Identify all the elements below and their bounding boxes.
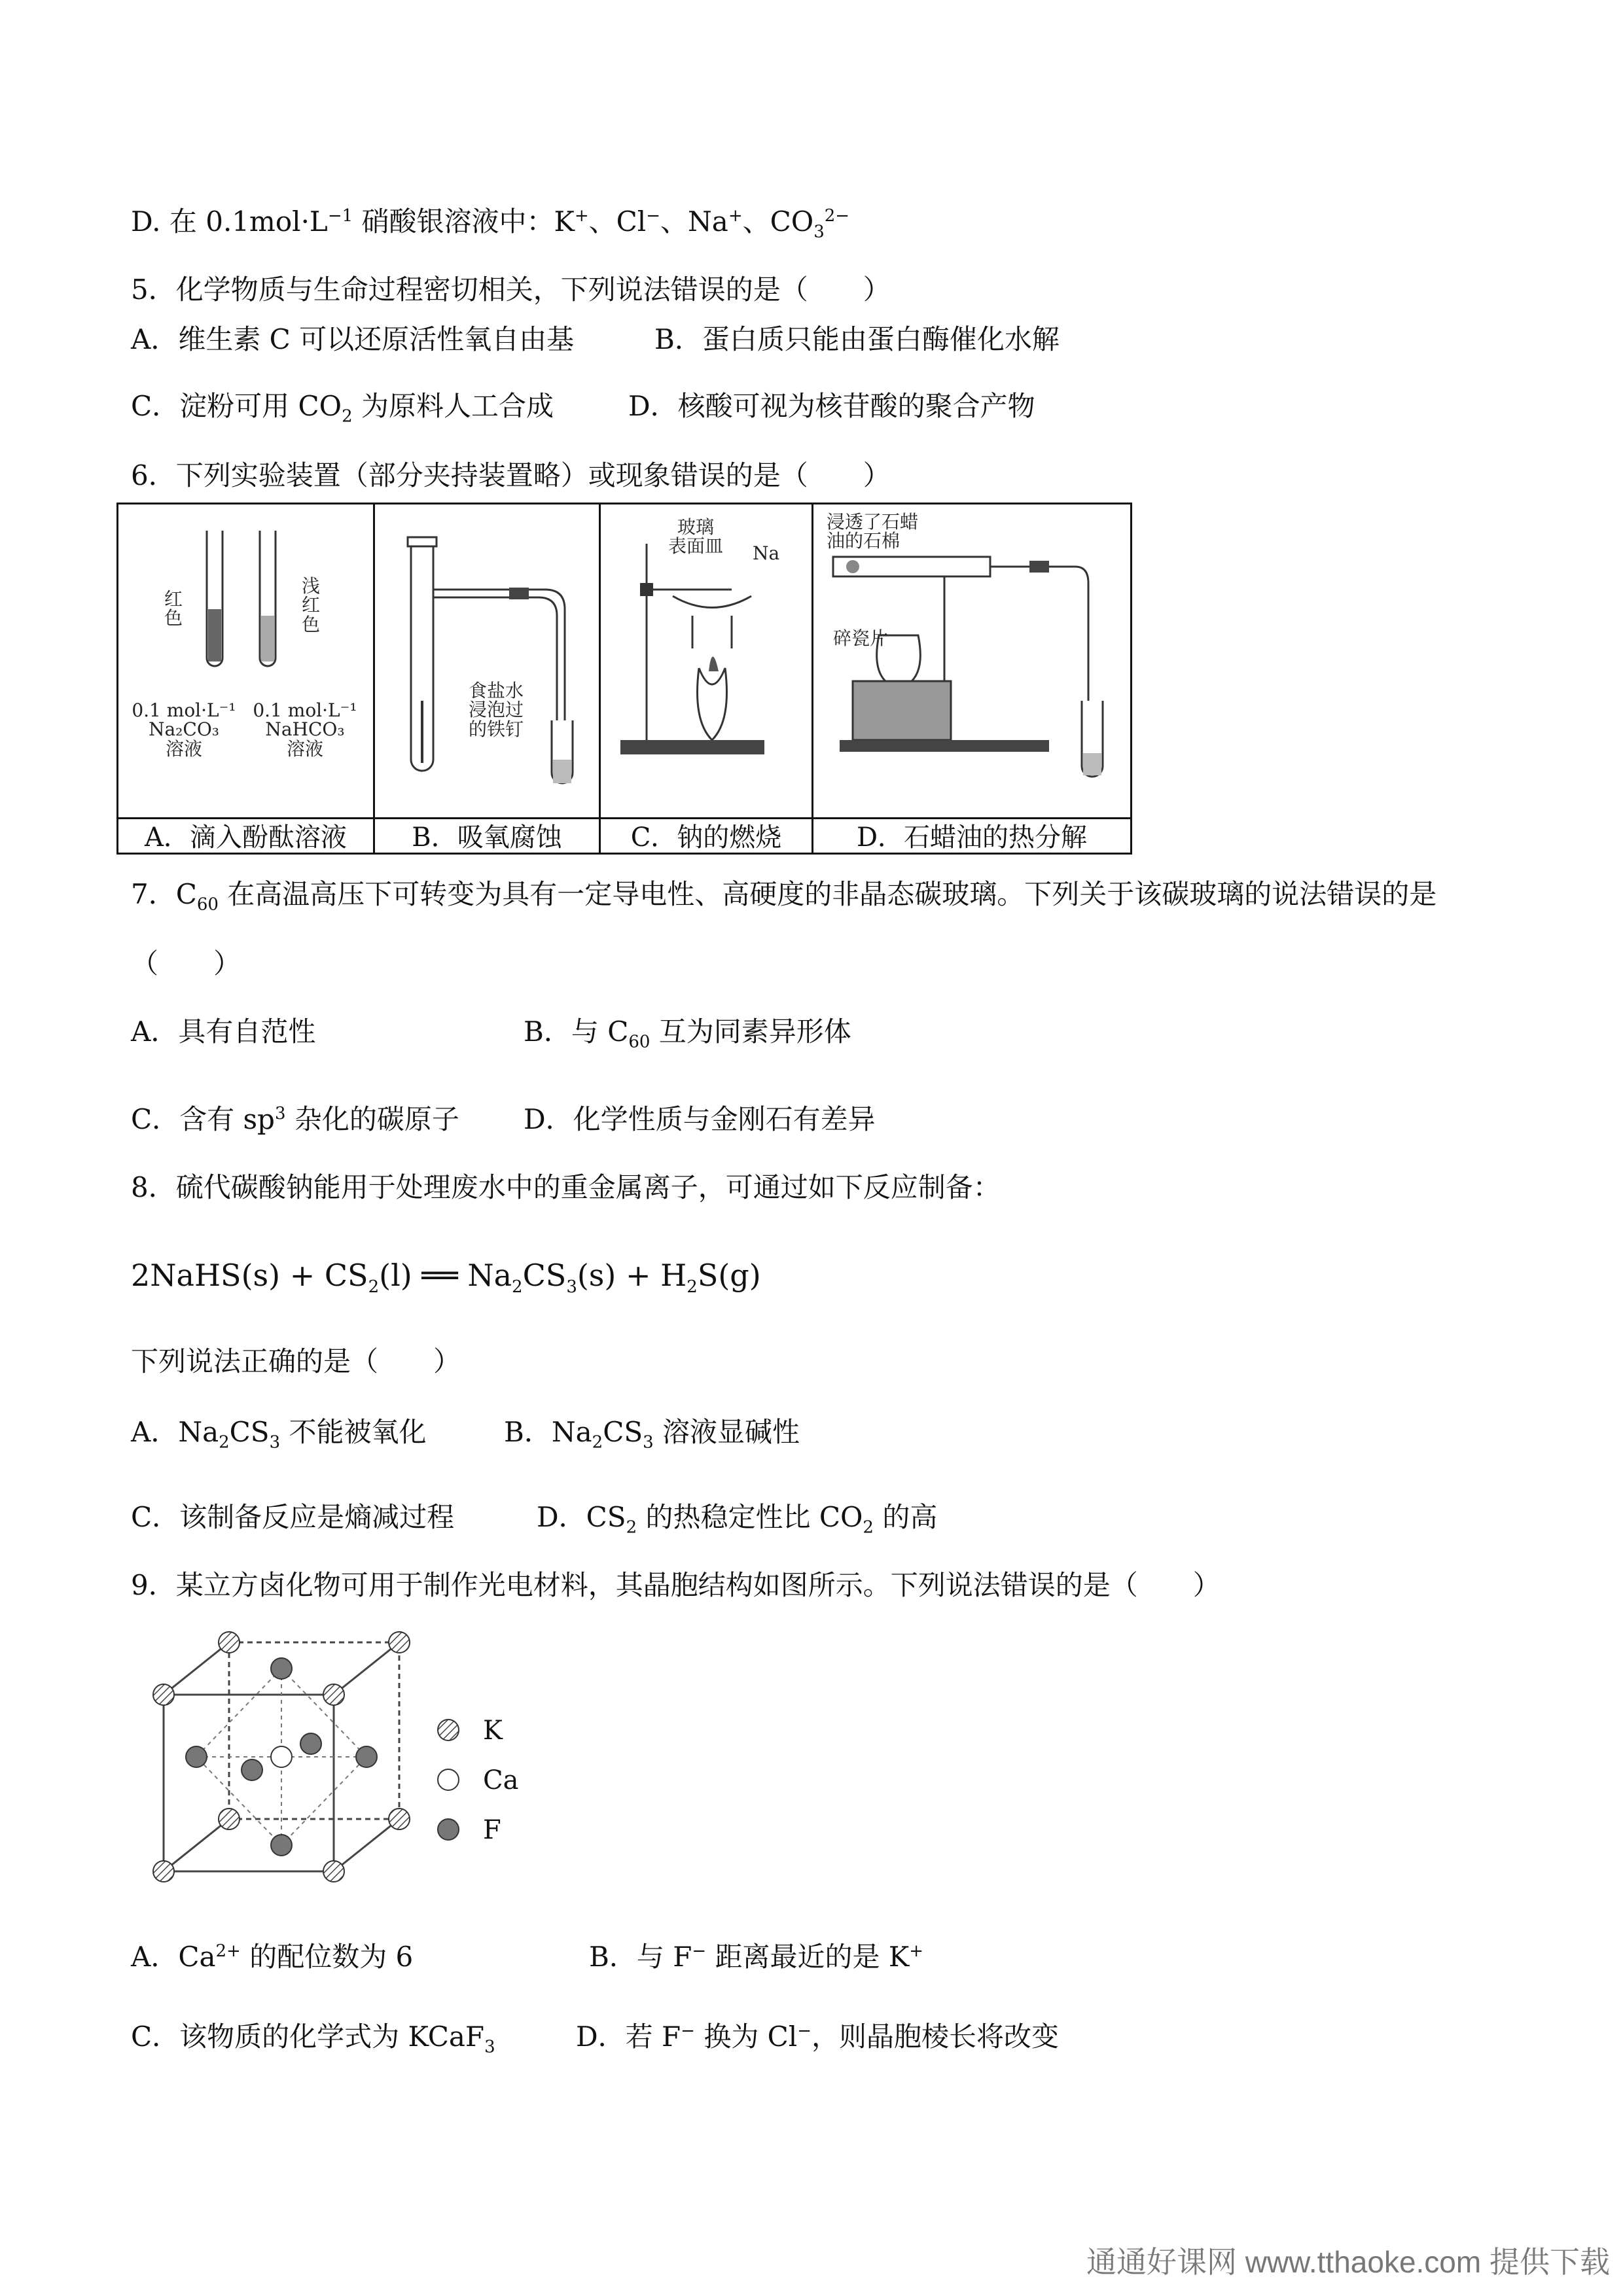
caption-d: D．石蜡油的热分解 xyxy=(813,817,1130,855)
label-na2co3: 0.1 mol·L⁻¹ Na₂CO₃ 溶液 xyxy=(132,699,236,760)
k-atom xyxy=(323,1684,344,1705)
q6-stem: 6．下列实验装置（部分夹持装置略）或现象错误的是（ ） xyxy=(131,459,891,491)
q9-option-c: C．该物质的化学式为 KCaF$_3$ xyxy=(131,2021,495,2057)
q5-option-b: B．蛋白质只能由蛋白酶催化水解 xyxy=(654,323,1060,355)
crystal-cell-diagram xyxy=(137,1629,438,1904)
q8-option-c: C．该制备反应是熵减过程 xyxy=(131,1501,455,1533)
q7-option-b: B．与 $C_{60}$ 互为同素异形体 xyxy=(524,1016,851,1052)
q6-apparatus-table xyxy=(116,503,1132,855)
q9-option-b: B．与 F− 距离最近的是 K+ xyxy=(589,1941,924,1973)
q7-option-a: A．具有自范性 xyxy=(131,1016,316,1048)
q4-option-d: D. 在 $0.1mol\cdot L^{-1}$ 硝酸银溶液中：K+、Cl−、Na+、$CO_3^{2-}$ xyxy=(131,205,850,242)
q7-option-c: C．含有 $sp^3$ 杂化的碳原子 xyxy=(131,1103,459,1135)
k-atom xyxy=(389,1809,410,1829)
label-red: 红 色 xyxy=(164,588,183,629)
q7-option-d: D．化学性质与金刚石有差异 xyxy=(524,1103,876,1135)
label-light-red: 浅 红 色 xyxy=(302,575,321,635)
watermark: 通通好课网 www.tthaoke.com 提供下载 xyxy=(1086,2245,1610,2279)
q8-option-a: A．$Na_2CS_3$ 不能被氧化 xyxy=(131,1416,427,1453)
apparatus-b xyxy=(375,504,601,817)
f-atom xyxy=(241,1759,262,1780)
q9-option-a: A．$Ca^{2+}$ 的配位数为 6 xyxy=(131,1941,414,1973)
oxygen-corrosion-drawing xyxy=(375,504,601,817)
f-atom xyxy=(271,1835,292,1856)
q9-option-d: D．若 F− 换为 Cl−，则晶胞棱长将改变 xyxy=(576,2021,1060,2053)
q5-stem: 5．化学物质与生命过程密切相关，下列说法错误的是（ ） xyxy=(131,274,891,306)
q7-paren: （ ） xyxy=(131,947,241,980)
k-atom xyxy=(323,1861,344,1882)
q9-stem: 9．某立方卤化物可用于制作光电材料，其晶胞结构如图所示。下列说法错误的是（ ） xyxy=(131,1569,1221,1601)
caption-a: A．滴入酚酞溶液 xyxy=(118,817,375,855)
k-atom xyxy=(219,1809,240,1829)
label-watch-glass: 玻璃 表面皿 xyxy=(668,516,723,557)
k-atom xyxy=(219,1632,240,1653)
f-atom xyxy=(356,1746,377,1767)
q8-option-d: D．$CS_2$ 的热稳定性比 $CO_2$ 的高 xyxy=(537,1501,938,1538)
q5-option-d: D．核酸可视为核苷酸的聚合产物 xyxy=(628,390,1035,422)
f-atom xyxy=(186,1746,207,1767)
label-porcelain: 碎瓷片 xyxy=(833,627,889,649)
f-atom xyxy=(300,1733,321,1754)
q5-option-c: C．淀粉可用 $CO_2$ 为原料人工合成 xyxy=(131,390,554,427)
legend-f-symbol xyxy=(435,1816,461,1843)
f-atom xyxy=(271,1658,292,1679)
q8-ask: 下列说法正确的是（ ） xyxy=(131,1345,461,1377)
legend-k: K xyxy=(483,1716,503,1746)
legend-k-symbol xyxy=(435,1717,461,1743)
q5-option-a: A．维生素 C 可以还原活性氧自由基 xyxy=(131,323,575,355)
caption-c: C．钠的燃烧 xyxy=(601,817,813,855)
label-nahco3: 0.1 mol·L⁻¹ NaHCO₃ 溶液 xyxy=(253,699,357,760)
k-atom xyxy=(389,1632,410,1653)
apparatus-c xyxy=(601,504,813,817)
k-atom xyxy=(153,1684,174,1705)
test-tubes-drawing xyxy=(118,504,375,817)
k-atom xyxy=(153,1861,174,1882)
legend-f: F xyxy=(483,1815,501,1845)
label-salt-water-nail: 食盐水 浸泡过 的铁钉 xyxy=(468,680,524,740)
legend-ca-symbol xyxy=(435,1767,461,1793)
ca-atom xyxy=(271,1746,292,1767)
label-asbestos: 浸透了石蜡 油的石棉 xyxy=(827,511,919,552)
apparatus-a xyxy=(118,504,375,817)
q7-stem: 7．$C_{60}$ 在高温高压下可转变为具有一定导电性、高硬度的非晶态碳玻璃。下列关于该碳玻璃的说法错误的是 xyxy=(131,878,1437,915)
legend-ca: Ca xyxy=(483,1765,519,1795)
label-na: Na xyxy=(753,542,780,564)
q8-option-b: B．$Na_2CS_3$ 溶液显碱性 xyxy=(504,1416,800,1453)
q8-stem: 8．硫代碳酸钠能用于处理废水中的重金属离子，可通过如下反应制备： xyxy=(131,1171,1001,1203)
caption-b: B．吸氧腐蚀 xyxy=(375,817,601,855)
q8-equation: 2NaHS(s) + $CS_2(l)$ ══ $Na_2CS_3(s) + H_2S(g)$ xyxy=(131,1258,761,1298)
apparatus-d xyxy=(813,504,1134,817)
